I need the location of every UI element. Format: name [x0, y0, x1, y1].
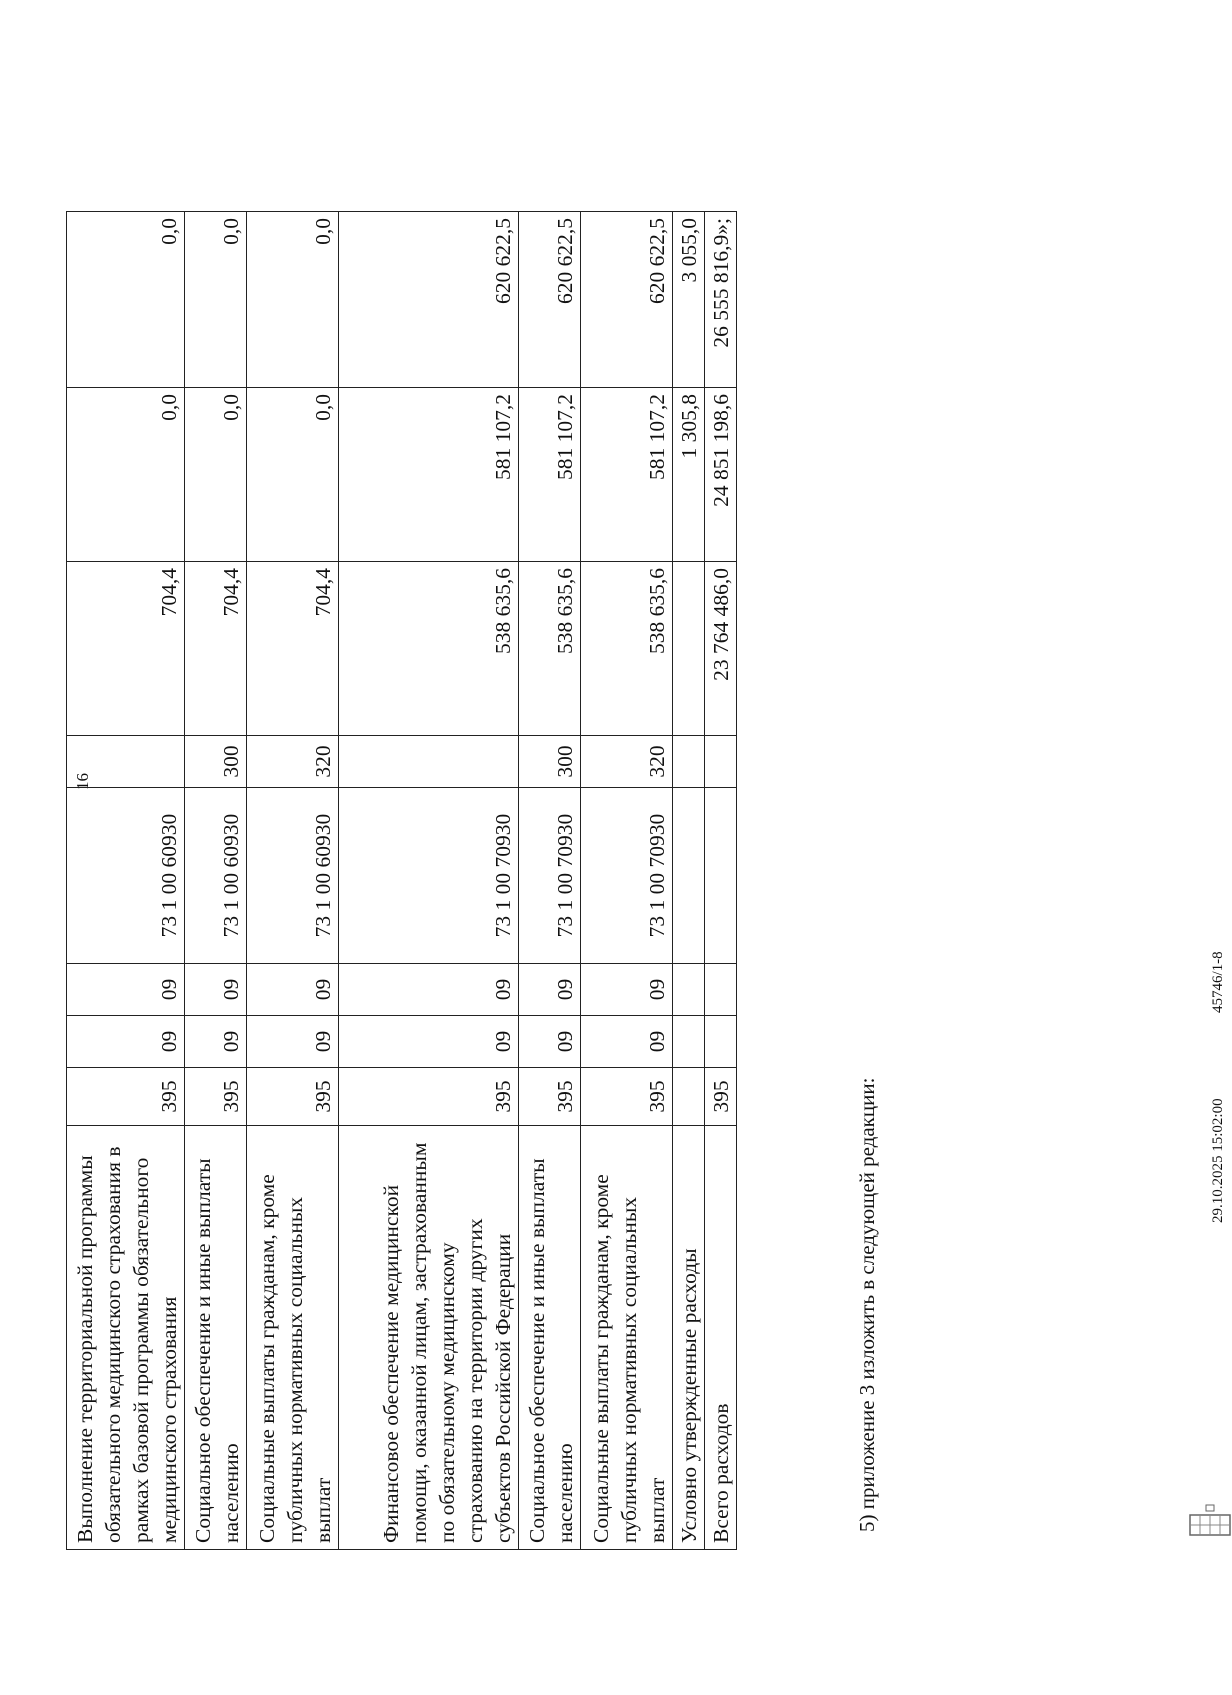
- cell-rz: 09: [67, 1016, 185, 1068]
- cell-vr: [705, 736, 737, 788]
- table-row: [705, 212, 737, 1550]
- cell-vr: 300: [519, 736, 581, 788]
- cell-y2026: 0,0: [247, 388, 339, 562]
- cell-y2025: 704,4: [185, 562, 247, 736]
- cell-csr: [673, 788, 705, 964]
- cell-ved: 395: [581, 1068, 673, 1126]
- cell-vr: 320: [581, 736, 673, 788]
- budget-table: [66, 211, 737, 1550]
- cell-name: Условно утвержденные расходы: [673, 1126, 705, 1550]
- table-row: [67, 212, 185, 1550]
- stamp-code: 45746/1-8: [1210, 951, 1226, 1013]
- cell-ved: 395: [339, 1068, 519, 1126]
- cell-pr: 09: [339, 964, 519, 1016]
- cell-y2026: 24 851 198,6: [705, 388, 737, 562]
- cell-ved: 395: [705, 1068, 737, 1126]
- cell-csr: 73 1 00 60930: [185, 788, 247, 964]
- cell-y2025: 538 635,6: [581, 562, 673, 736]
- table-row: [185, 212, 247, 1550]
- cell-pr: 09: [185, 964, 247, 1016]
- page-number: 16: [73, 773, 92, 790]
- cell-csr: 73 1 00 70930: [581, 788, 673, 964]
- cell-name: Всего расходов: [705, 1126, 737, 1550]
- cell-y2027: 0,0: [185, 212, 247, 388]
- cell-pr: 09: [67, 964, 185, 1016]
- footnote: 5) приложение 3 изложить в следующей редакции:: [855, 1077, 879, 1532]
- cell-y2025: 538 635,6: [519, 562, 581, 736]
- cell-name: Выполнение территориальной программы обязательного медицинского страхования в рамках базовой программы обязательного медицинского страхования: [67, 1126, 185, 1550]
- cell-rz: [673, 1016, 705, 1068]
- cell-ved: 395: [519, 1068, 581, 1126]
- cell-name: Социальные выплаты гражданам, кроме публичных нормативных социальных выплат: [247, 1126, 339, 1550]
- table-row: [581, 212, 673, 1550]
- cell-csr: 73 1 00 70930: [519, 788, 581, 964]
- cell-name: Финансовое обеспечение медицинской помощи, оказанной лицам, застрахованным по обязательному медицинскому страхованию на территории других субъектов Российской Федерации: [339, 1126, 519, 1550]
- cell-y2026: 1 305,8: [673, 388, 705, 562]
- cell-pr: 09: [581, 964, 673, 1016]
- table-row: [339, 212, 519, 1550]
- cell-name: Социальные выплаты гражданам, кроме публичных нормативных социальных выплат: [581, 1126, 673, 1550]
- cell-vr: [673, 736, 705, 788]
- cell-y2026: 581 107,2: [519, 388, 581, 562]
- cell-ved: [673, 1068, 705, 1126]
- cell-y2026: 0,0: [185, 388, 247, 562]
- cell-rz: 09: [339, 1016, 519, 1068]
- cell-csr: [705, 788, 737, 964]
- cell-rz: [705, 1016, 737, 1068]
- cell-name: Социальное обеспечение и иные выплаты населению: [519, 1126, 581, 1550]
- cell-y2025: 704,4: [67, 562, 185, 736]
- cell-y2025: 538 635,6: [339, 562, 519, 736]
- cell-rz: 09: [247, 1016, 339, 1068]
- cell-y2027: 620 622,5: [519, 212, 581, 388]
- cell-ved: 395: [247, 1068, 339, 1126]
- table-row: [519, 212, 581, 1550]
- cell-y2027: 620 622,5: [581, 212, 673, 388]
- cell-pr: 09: [247, 964, 339, 1016]
- cell-y2027: 0,0: [247, 212, 339, 388]
- cell-vr: [339, 736, 519, 788]
- cell-y2025: 23 764 486,0: [705, 562, 737, 736]
- cell-rz: 09: [581, 1016, 673, 1068]
- cell-y2027: 0,0: [67, 212, 185, 388]
- cell-vr: [67, 736, 185, 788]
- table-row: [673, 212, 705, 1550]
- cell-csr: 73 1 00 60930: [67, 788, 185, 964]
- stamp-date: 29.10.2025 15:02:00: [1210, 1098, 1226, 1223]
- emblem-icon: [1188, 1503, 1232, 1547]
- cell-y2027: 26 555 816,9»;: [705, 212, 737, 388]
- cell-csr: 73 1 00 70930: [339, 788, 519, 964]
- cell-rz: 09: [519, 1016, 581, 1068]
- cell-name: Социальное обеспечение и иные выплаты населению: [185, 1126, 247, 1550]
- cell-y2026: 0,0: [67, 388, 185, 562]
- cell-vr: 300: [185, 736, 247, 788]
- cell-pr: [673, 964, 705, 1016]
- cell-csr: 73 1 00 60930: [247, 788, 339, 964]
- cell-y2026: 581 107,2: [339, 388, 519, 562]
- cell-y2027: 3 055,0: [673, 212, 705, 388]
- cell-y2027: 620 622,5: [339, 212, 519, 388]
- cell-ved: 395: [185, 1068, 247, 1126]
- cell-y2025: [673, 562, 705, 736]
- table-row: [247, 212, 339, 1550]
- cell-vr: 320: [247, 736, 339, 788]
- cell-y2025: 704,4: [247, 562, 339, 736]
- cell-rz: 09: [185, 1016, 247, 1068]
- cell-pr: 09: [519, 964, 581, 1016]
- cell-y2026: 581 107,2: [581, 388, 673, 562]
- cell-pr: [705, 964, 737, 1016]
- cell-ved: 395: [67, 1068, 185, 1126]
